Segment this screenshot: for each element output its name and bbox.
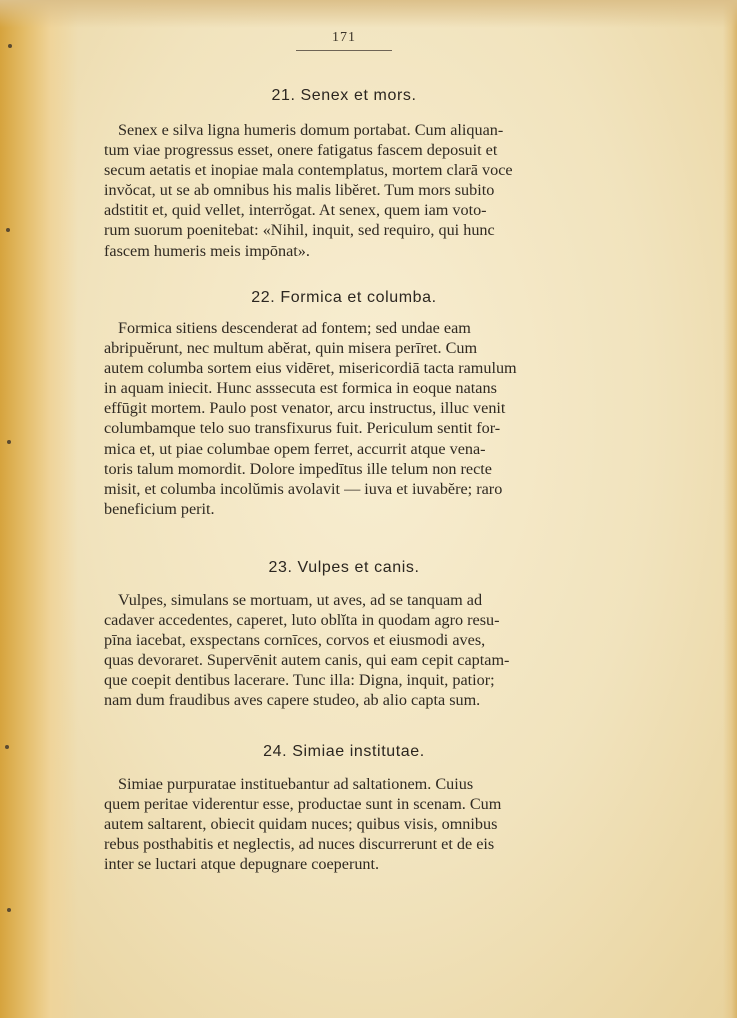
text-line: cadaver accedentes, caperet, luto oblĭta in quodam agro resu-	[104, 611, 500, 630]
text-line: autem saltarent, obiecit quidam nuces; quibus visis, omnibus	[104, 815, 498, 834]
text-line: nam dum fraudibus aves capere studeo, ab alio capta sum.	[104, 691, 481, 710]
text-line: quas devoraret. Supervēnit autem canis, qui eam cepit captam-	[104, 651, 510, 670]
text-line: abripuĕrunt, nec multum abĕrat, quin misera perīret. Cum	[104, 339, 478, 358]
fable-text	[104, 120, 614, 261]
text-line: rum suorum poenitebat: «Nihil, inquit, sed requiro, qui hunc	[104, 221, 495, 240]
page-number: 171	[332, 30, 356, 45]
page-edge-shadow	[723, 0, 737, 1018]
page-speck	[6, 228, 10, 232]
fable-title: 21. Senex et mors.	[271, 87, 417, 104]
fable-title: 23. Vulpes et canis.	[268, 559, 420, 576]
text-line: que coepit dentibus lacerare. Tunc illa: Digna, inquit, patior;	[104, 671, 495, 690]
text-line: effūgit mortem. Paulo post venator, arcu instructus, illuc venit	[104, 399, 506, 418]
fable-text	[104, 590, 614, 711]
text-line: inter se luctari atque depugnare coeperunt.	[104, 855, 380, 874]
text-line: toris talum momordit. Dolore impedītus ille telum non recte	[104, 459, 492, 478]
text-line: in aquam iniecit. Hunc asssecuta est formica in eoque natans	[104, 379, 497, 398]
text-line: misit, et columba incolŭmis avolavit — iuva et iuvabĕre; raro	[104, 479, 503, 498]
text-line: secum aetatis et inopiae mala contemplatus, mortem clarā voce	[104, 161, 513, 180]
text-line: Senex e silva ligna humeris domum portabat. Cum aliquan-	[118, 121, 504, 139]
text-line: columbamque telo suo transfixurus fuit. Periculum sentit for-	[104, 419, 501, 438]
page-speck	[7, 440, 11, 444]
fable-text	[104, 774, 614, 874]
text-line: Vulpes, simulans se mortuam, ut aves, ad se tanquam ad	[118, 591, 483, 609]
fable-text	[104, 318, 614, 519]
text-line: invŏcat, ut se ab omnibus his malis libĕret. Tum mors subito	[104, 181, 495, 200]
page-speck	[5, 745, 9, 749]
text-line: adstitit et, quid vellet, interrŏgat. At senex, quem iam voto-	[104, 201, 487, 220]
text-line: fascem humeris meis impōnat».	[104, 241, 310, 260]
text-line: Formica sitiens descenderat ad fontem; sed undae eam	[118, 319, 471, 337]
text-line: mica et, ut piae columbae opem ferret, accurrit atque vena-	[104, 439, 486, 458]
top-edge-shadow	[0, 0, 737, 28]
text-line: quem peritae viderentur esse, productae sunt in scenam. Cum	[104, 795, 502, 814]
text-line: tum viae progressus esset, onere fatigatus fascem deposuit et	[104, 141, 498, 160]
text-line: autem columba sortem eius vidēret, misericordiā tacta ramulum	[104, 359, 517, 378]
text-line: rebus posthabitis et neglectis, ad nuces discurrerunt et de eis	[104, 835, 495, 854]
page-speck	[8, 44, 12, 48]
text-line: beneficium perit.	[104, 499, 215, 518]
fable-title: 22. Formica et columba.	[251, 289, 437, 306]
text-line: Simiae purpuratae instituebantur ad saltationem. Cuius	[118, 775, 474, 793]
fable-title: 24. Simiae institutae.	[263, 743, 425, 760]
binding-shadow	[0, 0, 78, 1018]
page-number-rule	[296, 50, 392, 51]
text-line: pīna iacebat, exspectans cornīces, corvos et eiusmodi aves,	[104, 631, 486, 650]
page-speck	[7, 908, 11, 912]
